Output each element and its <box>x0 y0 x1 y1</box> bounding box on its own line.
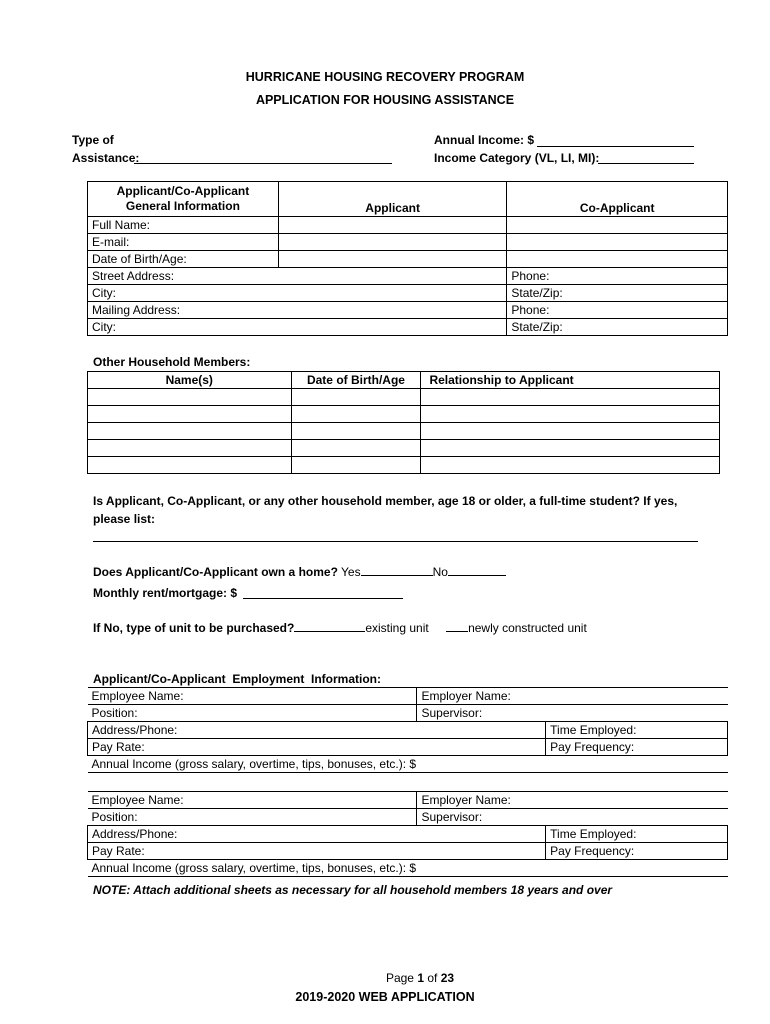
pay-frequency-field[interactable]: Pay Frequency: <box>546 843 728 860</box>
position-field[interactable]: Position: <box>88 705 417 722</box>
dob-age-label: Date of Birth/Age: <box>88 251 279 268</box>
table-row <box>88 860 728 877</box>
student-list-label: please list: <box>93 512 156 526</box>
applicant-full-name-field[interactable] <box>278 217 507 234</box>
header-line: Applicant/Co-Applicant <box>116 184 250 198</box>
address-phone-field[interactable]: Address/Phone: <box>88 826 546 843</box>
member-relationship-field[interactable] <box>421 423 720 440</box>
household-heading: Other Household Members: <box>93 355 251 369</box>
annual-income-input[interactable] <box>537 132 694 147</box>
rent-mortgage-input[interactable] <box>243 584 403 599</box>
page-total: 23 <box>440 971 455 985</box>
table-row <box>88 251 728 268</box>
pay-rate-field[interactable]: Pay Rate: <box>88 739 546 756</box>
page-prefix: Page <box>385 971 418 985</box>
supervisor-field[interactable]: Supervisor: <box>417 809 728 826</box>
income-category-input[interactable] <box>598 149 694 164</box>
table-row <box>88 423 720 440</box>
table-row <box>88 688 728 705</box>
applicant-email-field[interactable] <box>278 234 507 251</box>
pay-frequency-field[interactable]: Pay Frequency: <box>546 739 728 756</box>
employer-name-field[interactable]: Employer Name: <box>417 792 728 809</box>
general-info-header <box>88 182 279 217</box>
no-blank[interactable] <box>448 564 506 576</box>
newly-constructed-label: newly constructed unit <box>468 621 587 635</box>
member-dob-field[interactable] <box>291 406 421 423</box>
unit-row <box>93 620 587 635</box>
own-home-question: Does Applicant/Co-Applicant own a home? <box>93 565 338 579</box>
page-current: 1 <box>417 971 424 985</box>
annual-income-label: Annual Income: $ <box>434 133 535 147</box>
unit-blank[interactable] <box>294 620 365 632</box>
employment-table-1 <box>87 687 728 773</box>
relationship-column-header: Relationship to Applicant <box>421 372 720 389</box>
employer-name-field[interactable]: Employer Name: <box>417 688 728 705</box>
mailing-address-field[interactable]: Mailing Address: <box>88 302 507 319</box>
table-row <box>88 217 728 234</box>
dob-column-header: Date of Birth/Age <box>291 372 421 389</box>
full-name-label: Full Name: <box>88 217 279 234</box>
mailing-city-field[interactable]: City: <box>88 319 507 336</box>
member-relationship-field[interactable] <box>421 406 720 423</box>
rent-mortgage-label: Monthly rent/mortgage: $ <box>93 586 238 600</box>
table-row <box>88 705 728 722</box>
table-row <box>88 372 720 389</box>
member-name-field[interactable] <box>88 440 292 457</box>
table-row <box>88 792 728 809</box>
applicant-column-header: Applicant <box>278 182 507 217</box>
coapplicant-dob-field[interactable] <box>507 251 728 268</box>
table-row <box>88 182 728 217</box>
pay-rate-field[interactable]: Pay Rate: <box>88 843 546 860</box>
assistance-input[interactable] <box>134 149 392 164</box>
member-name-field[interactable] <box>88 423 292 440</box>
assistance-label: Assistance: <box>72 151 140 165</box>
employee-name-field[interactable]: Employee Name: <box>88 792 417 809</box>
coapplicant-column-header: Co-Applicant <box>507 182 728 217</box>
page-of: of <box>424 971 441 985</box>
unit-question: If No, type of unit to be purchased? <box>93 621 295 635</box>
street-address-field[interactable]: Street Address: <box>88 268 507 285</box>
table-row <box>88 739 728 756</box>
income-category-label: Income Category (VL, LI, MI): <box>434 151 600 165</box>
member-name-field[interactable] <box>88 406 292 423</box>
member-relationship-field[interactable] <box>421 389 720 406</box>
phone-field[interactable]: Phone: <box>507 268 728 285</box>
email-label: E-mail: <box>88 234 279 251</box>
edition-label: 2019-2020 WEB APPLICATION <box>295 990 475 1004</box>
names-column-header: Name(s) <box>88 372 292 389</box>
yes-blank[interactable] <box>361 564 433 576</box>
member-relationship-field[interactable] <box>421 457 720 474</box>
table-row <box>88 302 728 319</box>
table-row <box>88 234 728 251</box>
employment-table-2 <box>87 791 728 877</box>
student-list-input[interactable] <box>93 527 698 542</box>
annual-income-field[interactable]: Annual Income (gross salary, overtime, tips, bonuses, etc.): $ <box>88 756 728 773</box>
table-row <box>88 285 728 302</box>
table-row <box>88 756 728 773</box>
employee-name-field[interactable]: Employee Name: <box>88 688 417 705</box>
annual-income-field[interactable]: Annual Income (gross salary, overtime, tips, bonuses, etc.): $ <box>88 860 728 877</box>
table-row <box>88 809 728 826</box>
no-label: No <box>432 565 448 579</box>
type-of-label: Type of <box>72 133 114 147</box>
position-field[interactable]: Position: <box>88 809 417 826</box>
header-line: General Information <box>125 199 240 213</box>
member-dob-field[interactable] <box>291 440 421 457</box>
student-question: Is Applicant, Co-Applicant, or any other household member, age 18 or older, a full-time student? If yes, <box>93 494 678 508</box>
yes-label: Yes <box>341 565 361 579</box>
member-dob-field[interactable] <box>291 423 421 440</box>
page-title: HURRICANE HOUSING RECOVERY PROGRAM <box>245 70 525 84</box>
table-row <box>88 843 728 860</box>
table-row <box>88 440 720 457</box>
table-row <box>88 457 720 474</box>
supervisor-field[interactable]: Supervisor: <box>417 705 728 722</box>
member-dob-field[interactable] <box>291 389 421 406</box>
table-row <box>88 389 720 406</box>
household-table <box>87 371 720 474</box>
mailing-state-zip-field[interactable]: State/Zip: <box>507 319 728 336</box>
coapplicant-email-field[interactable] <box>507 234 728 251</box>
own-home-row <box>93 564 506 579</box>
mailing-phone-field[interactable]: Phone: <box>507 302 728 319</box>
address-phone-field[interactable]: Address/Phone: <box>88 722 546 739</box>
table-row <box>88 319 728 336</box>
applicant-dob-field[interactable] <box>278 251 507 268</box>
member-name-field[interactable] <box>88 389 292 406</box>
state-zip-field[interactable]: State/Zip: <box>507 285 728 302</box>
table-row <box>88 722 728 739</box>
time-employed-field[interactable]: Time Employed: <box>546 722 728 739</box>
new-unit-blank[interactable] <box>446 620 468 632</box>
member-name-field[interactable] <box>88 457 292 474</box>
table-row <box>88 826 728 843</box>
member-dob-field[interactable] <box>291 457 421 474</box>
member-relationship-field[interactable] <box>421 440 720 457</box>
table-row <box>88 406 720 423</box>
page-number <box>0 971 770 985</box>
city-field[interactable]: City: <box>88 285 507 302</box>
note-text: NOTE: Attach additional sheets as necessary for all household members 18 years and over <box>93 883 613 897</box>
table-row <box>88 268 728 285</box>
employment-heading: Applicant/Co-Applicant Employment Information: <box>93 672 381 686</box>
coapplicant-full-name-field[interactable] <box>507 217 728 234</box>
page-subtitle: APPLICATION FOR HOUSING ASSISTANCE <box>255 93 515 107</box>
time-employed-field[interactable]: Time Employed: <box>546 826 728 843</box>
existing-unit-label: existing unit <box>365 621 429 635</box>
applicant-info-table <box>87 181 728 336</box>
